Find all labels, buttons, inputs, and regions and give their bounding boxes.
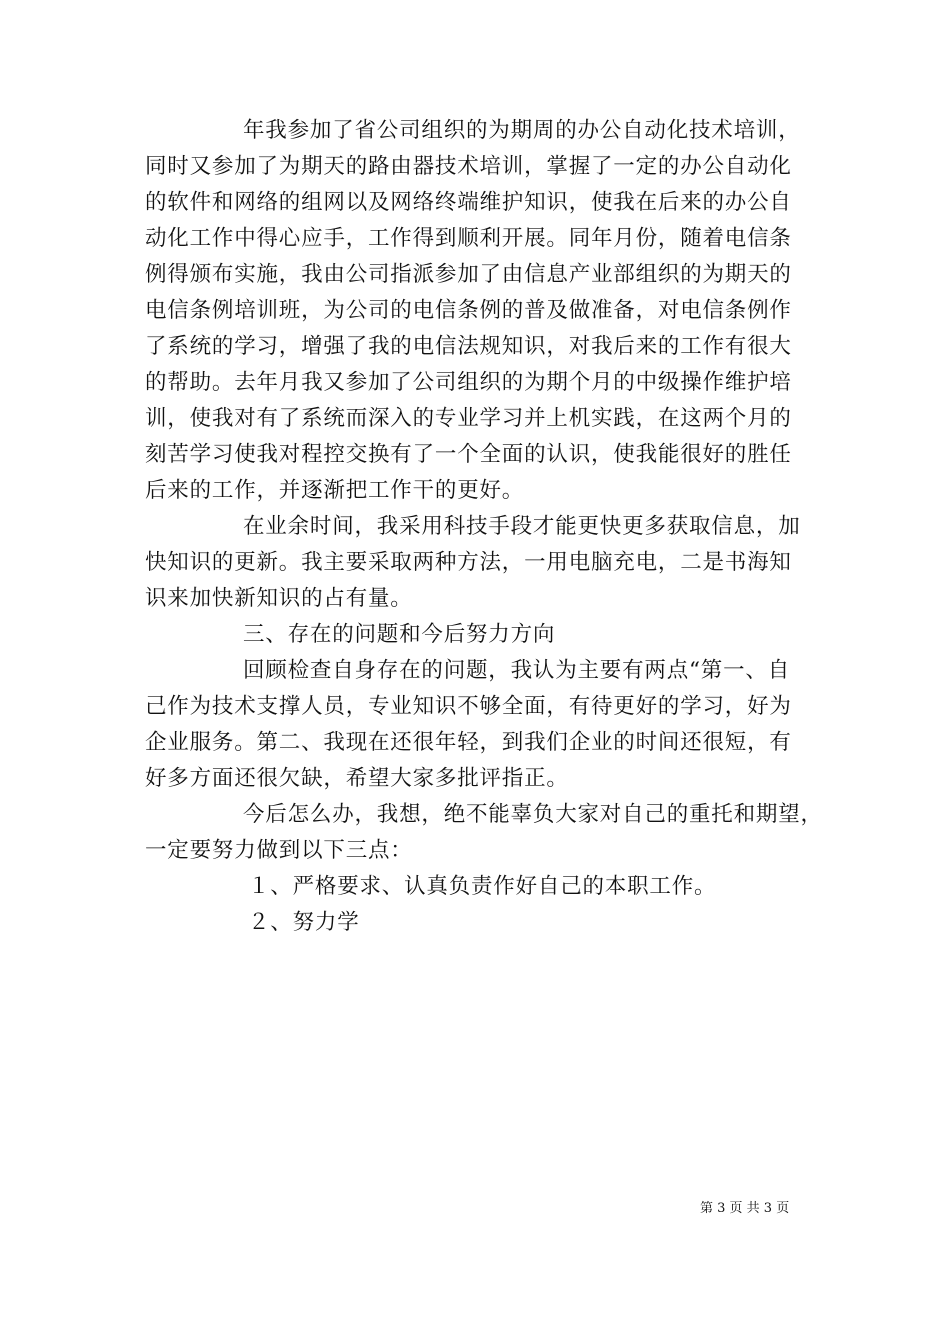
paragraph-line: 的帮助。去年月我又参加了公司组织的为期个月的中级操作维护培: [145, 370, 792, 395]
paragraph-line: 了系统的学习，增强了我的电信法规知识，对我后来的工作有很大: [145, 334, 792, 359]
paragraph-line: 电信条例培训班，为公司的电信条例的普及做准备，对电信条例作: [145, 298, 792, 323]
paragraph-line: 动化工作中得心应手，工作得到顺利开展。同年月份，随着电信条: [145, 226, 792, 251]
paragraph-line: 回顾检查自身存在的问题，我认为主要有两点“第一、自: [243, 658, 790, 683]
list-item: ２、努力学: [248, 910, 360, 935]
paragraph-line: 识来加快新知识的占有量。: [145, 586, 413, 611]
paragraph-line: 刻苦学习使我对程控交换有了一个全面的认识，使我能很好的胜任: [145, 442, 792, 467]
paragraph-line: 企业服务。第二、我现在还很年轻，到我们企业的时间还很短，有: [145, 730, 792, 755]
section-heading: 三、存在的问题和今后努力方向: [243, 622, 556, 647]
paragraph-line: 快知识的更新。我主要采取两种方法，一用电脑充电，二是书海知: [145, 550, 792, 575]
paragraph-line: 今后怎么办，我想，绝不能辜负大家对自己的重托和期望，: [243, 802, 823, 827]
paragraph-line: 后来的工作，并逐渐把工作干的更好。: [145, 478, 525, 503]
paragraph-line: 年我参加了省公司组织的为期周的办公自动化技术培训，: [243, 118, 801, 143]
paragraph-line: 例得颁布实施，我由公司指派参加了由信息产业部组织的为期天的: [145, 262, 792, 287]
paragraph-line: 在业余时间，我采用科技手段才能更快更多获取信息，加: [243, 514, 801, 539]
paragraph-line: 的软件和网络的组网以及网络终端维护知识，使我在后来的办公自: [145, 190, 792, 215]
paragraph-line: 一定要努力做到以下三点：: [145, 838, 413, 863]
paragraph-line: 训，使我对有了系统而深入的专业学习并上机实践，在这两个月的: [145, 406, 792, 431]
paragraph-line: 好多方面还很欠缺，希望大家多批评指正。: [145, 766, 569, 791]
list-item: １、严格要求、认真负责作好自己的本职工作。: [248, 874, 717, 899]
page-number: 第 3 页 共 3 页: [700, 1201, 790, 1216]
paragraph-line: 己作为技术支撑人员，专业知识不够全面，有待更好的学习，好为: [145, 694, 792, 719]
paragraph-line: 同时又参加了为期天的路由器技术培训，掌握了一定的办公自动化: [145, 154, 792, 179]
